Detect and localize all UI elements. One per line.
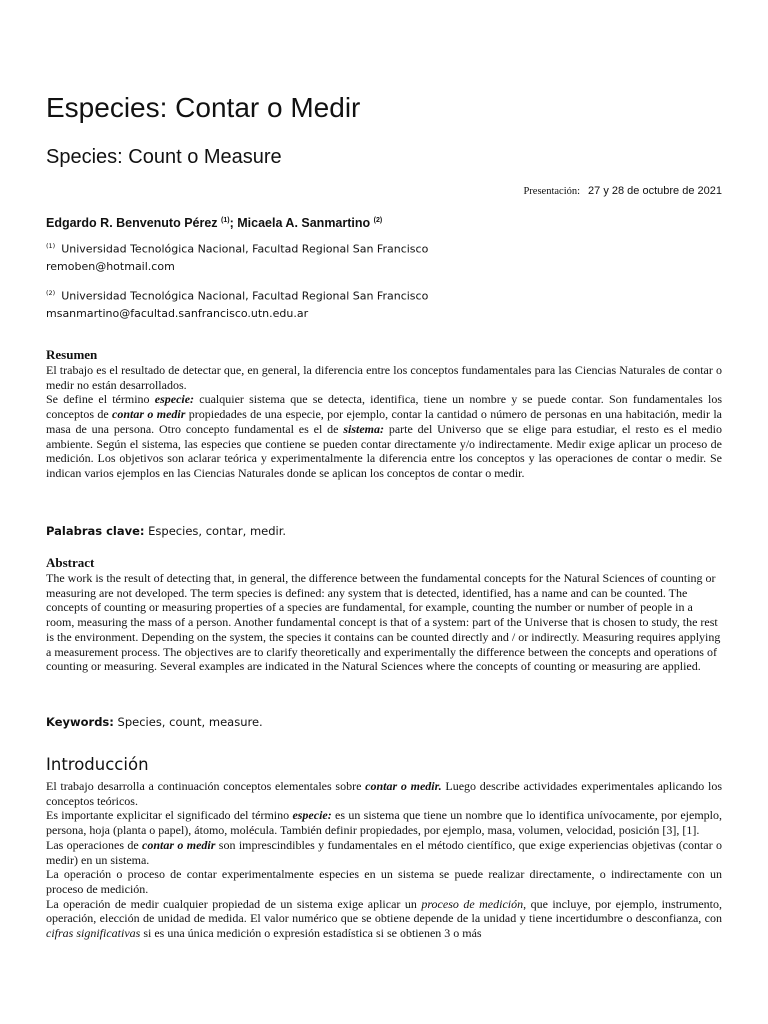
intro-paragraph-3 — [46, 838, 722, 867]
keywords-value: Species, count, measure. — [113, 715, 263, 729]
resumen-text: Se define el término — [46, 392, 155, 407]
resumen-term-especie: especie: — [154, 392, 195, 407]
intro-text: Luego describe actividades experimentales aplicando los conceptos teóricos. — [46, 779, 722, 808]
intro-text: Es importante explicitar el significado del término — [46, 808, 293, 823]
resumen-heading: Resumen — [46, 347, 98, 362]
resumen-text: cualquier sistema que se detecta, identifica, tiene un nombre y se puede contar. Son fundamentales los conceptos de — [46, 392, 723, 422]
affiliation-2-email: msanmartino@facultad.sanfrancisco.utn.edu.ar — [46, 306, 309, 320]
author-line — [46, 212, 382, 232]
affiliation-2-institution: Universidad Tecnológica Nacional, Facultad Regional San Francisco — [61, 289, 429, 303]
abstract-heading: Abstract — [46, 555, 95, 570]
intro-paragraph-5 — [46, 897, 722, 941]
intro-paragraph-1 — [46, 779, 722, 808]
resumen-text: parte del Universo que se elige para estudiar, el resto es el medio ambiente. Según el sistema, las especies que contiene se pueden contar directamente y/o indirectamente. Medir exige aplicar un proceso de medición. Los objetivos son aclarar teórica y experimentalmente la diferencia entre los conceptos y las operaciones de contar o medir. Se indican varios ejemplos en las Ciencias Naturales donde se aplican los conceptos de contar o medir. — [46, 421, 722, 480]
presentation-date: 27 y 28 de octubre de 2021 — [588, 185, 722, 197]
resumen-term-sistema: sistema: — [343, 421, 384, 436]
intro-text: , que incluye, por ejemplo, instrumento, operación, elección de unidad de medida. El valor numérico que se obtiene depende de la unidad y tiene incertidumbre o desconfianza, con — [46, 896, 723, 926]
author-1: Edgardo R. Benvenuto Pérez — [46, 216, 218, 231]
intro-paragraph-4: La operación o proceso de contar experimentalmente especies en un sistema se puede realizar directamente, o indirectamente con un proceso de medición. — [46, 867, 722, 896]
intro-text: El trabajo desarrolla a continuación conceptos elementales sobre — [46, 779, 366, 793]
abstract-paragraph: The work is the result of detecting that, in general, the difference between the fundamental concepts for the Natural Sciences of counting or measuring are not developed. The term species is defined: any system that is detected, identified, has a name and can be counted. The concepts of counting or measuring properties of a species are fundamental, for example, counting the number or number of people in a room, measuring the mass of a person. Another fundamental concept is that of a system: part of the Universe that is chosen to study, the rest is the environment. Depending on the system, the species it contains can be counted directly and / or indirectly. Measuring requires applying a measurement process. The objectives are to clarify theoretically and experimentally the difference between the concepts and operations of counting or measuring. Several examples are indicated in the Natural Sciences where the concepts of counting or measuring are applied. — [46, 571, 721, 674]
paper-subtitle: Species: Count o Measure — [46, 146, 282, 168]
author-separator: ; — [229, 216, 238, 231]
palabras-clave-value: Especies, contar, medir. — [144, 524, 287, 538]
palabras-clave-label: Palabras clave: — [46, 524, 145, 538]
affiliation-1-sup: (1) — [46, 242, 56, 250]
intro-text: es un sistema que tiene un nombre que lo identifica unívocamente, por ejemplo, persona, hoja (planta o papel), átomo, molécula. También definir propiedades, por ejemplo, masa, volumen, velocidad, posición [3], [1]. — [46, 808, 722, 838]
palabras-clave — [46, 523, 286, 539]
intro-text: La operación de medir cualquier propiedad de un sistema exige aplicar un — [46, 896, 422, 911]
author-2-sup: (2) — [373, 217, 383, 224]
intro-term-contar-medir-2: contar o medir — [142, 837, 216, 852]
intro-text: si es una única medición o expresión estadística si se obtienen 3 o más — [140, 926, 482, 941]
affiliation-1 — [46, 238, 428, 275]
affiliation-1-email: remoben@hotmail.com — [46, 259, 175, 273]
resumen-term-contar-medir: contar o medir — [112, 407, 186, 422]
intro-term-cifras-significativas: cifras significativas — [46, 926, 141, 941]
resumen-text: propiedades de una especie, por ejemplo, contar la cantidad o número de personas en una habitación, medir la masa de una persona. Otro concepto fundamental es el de — [46, 407, 722, 436]
presentation-line — [523, 184, 722, 199]
intro-paragraph-2 — [46, 808, 722, 837]
affiliation-2 — [46, 285, 428, 322]
author-1-sup: (1) — [221, 217, 230, 224]
introduccion-heading: Introducción — [46, 755, 149, 774]
intro-term-especie: especie: — [292, 808, 332, 823]
resumen-section — [46, 347, 722, 481]
intro-term-proceso-medicion: proceso de medición — [421, 896, 524, 911]
affiliation-2-sup: (2) — [46, 289, 56, 297]
intro-text: Las operaciones de — [46, 837, 143, 852]
intro-text: son imprescindibles y fundamentales en el método científico, que exige experiencias objetivas (contar o medir) en un sistema. — [46, 837, 722, 867]
keywords — [46, 714, 263, 730]
author-2: Micaela A. Sanmartino — [237, 216, 371, 231]
intro-term-contar-medir: contar o medir. — [365, 779, 442, 793]
presentation-label: Presentación: — [523, 186, 581, 197]
resumen-paragraph-2 — [46, 392, 722, 480]
abstract-section — [46, 555, 722, 674]
keywords-label: Keywords: — [46, 715, 114, 729]
resumen-paragraph-1: El trabajo es el resultado de detectar que, en general, la diferencia entre los conceptos fundamentales para las Ciencias Naturales de contar o medir no están desarrollados. — [46, 363, 722, 392]
introduccion-section — [46, 779, 722, 941]
paper-title: Especies: Contar o Medir — [46, 92, 361, 123]
affiliation-1-institution: Universidad Tecnológica Nacional, Facultad Regional San Francisco — [61, 242, 429, 256]
